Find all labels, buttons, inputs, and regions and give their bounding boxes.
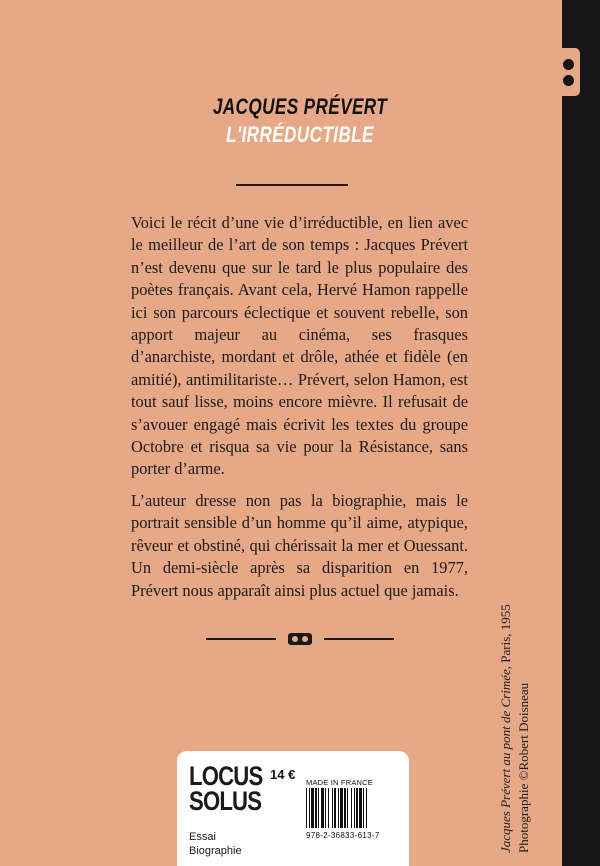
- photo-credit: [497, 587, 545, 853]
- publisher-logo: [189, 761, 263, 816]
- author-name: JACQUES PRÉVERT: [212, 94, 388, 119]
- photo-credit-text: [497, 587, 545, 853]
- photo-caption-place: , Paris, 1955: [498, 604, 513, 670]
- ornament-line-left: [206, 638, 276, 640]
- barcode-bar: [328, 788, 329, 828]
- spine-logo-mark: [556, 48, 580, 96]
- ornament-dot: [302, 636, 308, 642]
- barcode-bar: [315, 788, 317, 828]
- barcode-bar: [340, 788, 343, 828]
- barcode-bar: [309, 788, 310, 828]
- black-spine: [562, 0, 600, 866]
- photographer-credit: Photographie ©Robert Doisneau: [516, 682, 531, 853]
- barcode-bar: [347, 788, 348, 828]
- spine-dot: [563, 59, 574, 70]
- barcode-bar: [344, 788, 346, 828]
- ornament-badge: [288, 633, 312, 645]
- barcode-bar: [311, 788, 314, 828]
- genre-biographie: Biographie: [189, 845, 242, 857]
- barcode-bar: [334, 788, 336, 828]
- barcode-bar: [321, 788, 324, 828]
- genre-label: [189, 830, 242, 858]
- barcode-bar: [306, 788, 307, 828]
- barcode-label: [177, 751, 409, 866]
- barcode-bar: [356, 788, 358, 828]
- barcode-bar: [359, 788, 362, 828]
- barcode-bar: [332, 788, 333, 828]
- title-divider: [236, 184, 348, 186]
- barcode-bar: [351, 788, 352, 828]
- ornament-dot: [292, 636, 298, 642]
- ornament-divider: [206, 633, 394, 645]
- blurb-paragraph-2: L’auteur dresse non pas la biographie, mais le portrait sensible d’un homme qu’il aime, atypique, rêveur et obstiné, qui chérissait la mer et Ouessant. Un demi-siècle après sa disparition en 1977, Prévert nous apparaît ainsi plus actuel que jamais.: [131, 491, 468, 600]
- barcode: [306, 788, 400, 828]
- photo-caption-title: Jacques Prévert au pont de Crimée: [498, 669, 513, 853]
- barcode-bar: [338, 788, 339, 828]
- barcode-bar: [318, 788, 319, 828]
- genre-essai: Essai: [189, 831, 216, 843]
- barcode-bar: [354, 788, 355, 828]
- made-in-label: MADE IN FRANCE: [306, 778, 373, 787]
- barcode-bar: [325, 788, 326, 828]
- spine-dot: [563, 75, 574, 86]
- isbn-number: 978-2-36833-613-7: [306, 831, 380, 840]
- logo-word-2: SOLUS: [189, 786, 262, 816]
- ornament-line-right: [324, 638, 394, 640]
- price: 14 €: [270, 767, 296, 782]
- book-subtitle: L'IRRÉDUCTIBLE: [226, 122, 374, 147]
- barcode-bar: [366, 788, 367, 828]
- logo-word-1: LOCUS: [189, 761, 263, 791]
- blurb-paragraph-1: Voici le récit d’une vie d’irréductible, en lien avec le meilleur de l’art de son temps : Jacques Prévert n’est devenu que sur le tard le plus populaire des poètes français. Avant cela, Hervé Hamon rappelle ici son parcours éclectique et souvent rebelle, son apport majeur au cinéma, ses frasques d’anarchiste, mordant et drôle, athée et fidèle (en amitié), antimilitariste… Prévert, selon Hamon, est tout sauf lisse, moins encore mièvre. Il refusait de s’avouer engagé mais écrivit les textes du groupe Octobre et risqua sa vie pour la Résistance, sans porter d’arme.: [131, 213, 468, 479]
- barcode-bar: [363, 788, 364, 828]
